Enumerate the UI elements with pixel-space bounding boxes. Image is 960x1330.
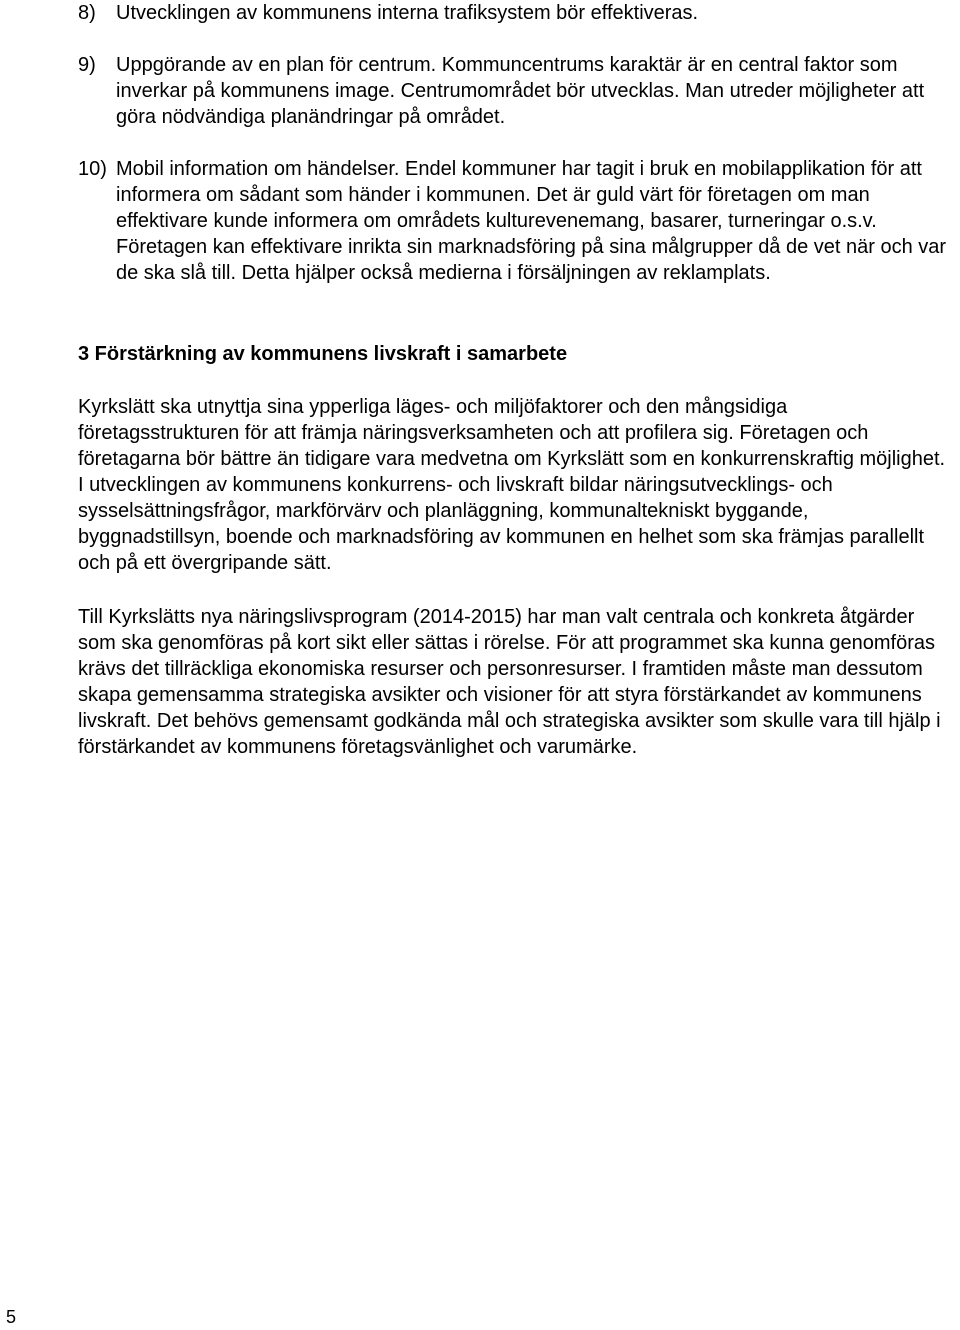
list-item-text: Mobil information om händelser. Endel kommuner har tagit i bruk en mobilapplikation för att informera om sådant som händer i kommunen. Det är guld värt för företagen om man effektivare kunde informera om områdets kulturevenemang, basarer, turneringar o.s.v. Företagen kan effektivare inrikta sin marknadsföring på sina målgrupper då de vet när och var de ska slå till. Detta hjälper också medierna i försäljningen av reklamplats.	[116, 158, 947, 284]
list-item-10	[78, 156, 958, 286]
numbered-list	[78, 0, 958, 312]
list-item-number: 9)	[78, 54, 96, 76]
body-paragraph: Till Kyrkslätts nya näringslivsprogram (2014-2015) har man valt centrala och konkreta åtgärder som ska genomföras på kort sikt eller sättas i rörelse. För att programmet ska kunna genomföras krävs det tillräckliga ekonomiska resurser och personresurser. I framtiden måste man dessutom skapa gemensamma strategiska avsikter och visioner för att styra förstärkandet av kommunens livskraft. Det behövs gemensamt godkända mål och strategiska avsikter som skulle vara till hjälp i förstärkandet av kommunens företagsvänlighet och varumärke.	[78, 606, 941, 758]
list-item-number: 8)	[78, 2, 96, 24]
page-number: 5	[6, 1307, 17, 1327]
body-paragraph: Kyrkslätt ska utnyttja sina ypperliga läges- och miljöfaktorer och den mångsidiga företagsstrukturen för att främja näringsverksamheten och att profilera sig. Företagen och företagarna bör bättre än tidigare vara medvetna om Kyrkslätt som en konkurrenskraftig möjlighet. I utvecklingen av kommunens konkurrens- och livskraft bildar näringsutvecklings- och sysselsättningsfrågor, markförvärv och planläggning, kommunaltekniskt byggande, byggnadstillsyn, boende och marknadsföring av kommunen en helhet som ska främjas parallellt och på ett övergripande sätt.	[78, 396, 946, 574]
list-item-number: 10)	[78, 158, 107, 180]
list-item-text: Uppgörande av en plan för centrum. Kommuncentrums karaktär är en central faktor som inverkar på kommunens image. Centrumområdet bör utvecklas. Man utreder möjligheter att göra nödvändiga planändringar på området.	[116, 54, 925, 128]
list-item-9	[78, 52, 958, 130]
section-heading: 3 Förstärkning av kommunens livskraft i samarbete	[78, 343, 568, 365]
list-item-text: Utvecklingen av kommunens interna trafiksystem bör effektiveras.	[116, 2, 699, 24]
list-item-8	[78, 0, 958, 26]
